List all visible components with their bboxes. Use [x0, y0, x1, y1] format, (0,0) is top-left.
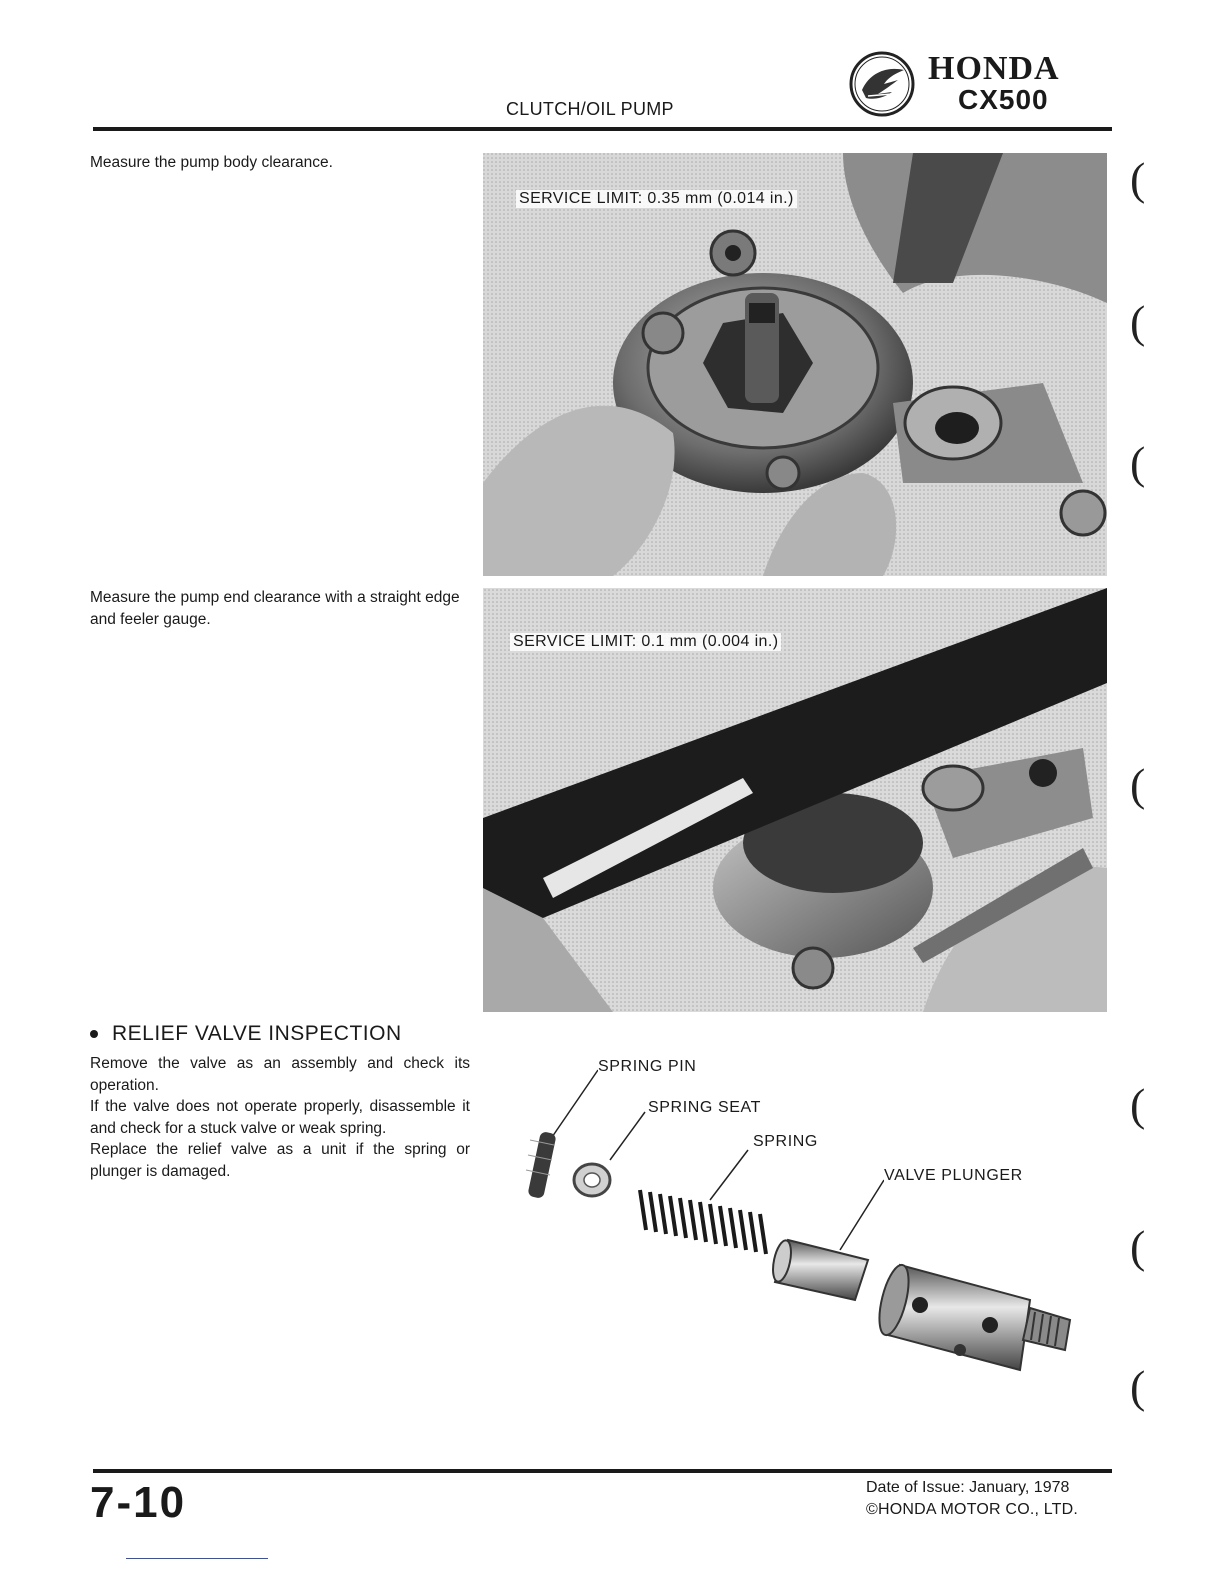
binder-mark: ( — [1130, 1079, 1146, 1130]
relief-heading-text: RELIEF VALVE INSPECTION — [112, 1022, 402, 1045]
instruction-pump-body: Measure the pump body clearance. — [90, 154, 333, 171]
relief-valve-exploded-diagram — [520, 1050, 1100, 1400]
binder-mark: ( — [1130, 1361, 1146, 1412]
header-rule — [93, 127, 1112, 131]
label-spring-seat: SPRING SEAT — [648, 1099, 761, 1116]
pump-end-clearance-photo — [483, 588, 1107, 1012]
relief-para-1: Remove the valve as an assembly and check its operation. — [90, 1055, 470, 1094]
brand-name: HONDA — [928, 50, 1060, 87]
service-limit-2: SERVICE LIMIT: 0.1 mm (0.004 in.) — [510, 633, 781, 651]
binder-mark: ( — [1130, 759, 1146, 810]
spring-seat-part — [574, 1164, 610, 1196]
date-of-issue: Date of Issue: January, 1978 — [866, 1479, 1070, 1496]
model-name: CX500 — [958, 84, 1049, 115]
label-spring: SPRING — [753, 1133, 818, 1150]
valve-plunger-part — [770, 1239, 868, 1300]
scan-underline-mark — [126, 1558, 268, 1559]
relief-valve-instructions — [90, 1053, 470, 1182]
pump-body-clearance-photo — [483, 153, 1107, 576]
binder-mark: ( — [1130, 1221, 1146, 1272]
label-spring-pin: SPRING PIN — [598, 1058, 697, 1075]
bullet-icon — [90, 1030, 98, 1038]
section-title: CLUTCH/OIL PUMP — [506, 99, 674, 119]
copyright: ©HONDA MOTOR CO., LTD. — [866, 1501, 1079, 1518]
binder-mark: ( — [1130, 296, 1146, 347]
label-valve-plunger: VALVE PLUNGER — [884, 1167, 1023, 1184]
spring-part — [640, 1190, 766, 1254]
relief-valve-heading — [90, 1022, 402, 1046]
instruction-pump-end: Measure the pump end clearance with a straight edge and feeler gauge. — [90, 589, 460, 628]
footer-rule — [93, 1469, 1112, 1473]
page-number: 7-10 — [90, 1478, 187, 1527]
binder-mark: ( — [1130, 437, 1146, 488]
honda-wing-logo-icon — [848, 50, 916, 118]
valve-body-part — [874, 1262, 1070, 1370]
spring-pin-part — [526, 1131, 557, 1199]
relief-para-3: Replace the relief valve as a unit if the spring or plunger is damaged. — [90, 1141, 470, 1180]
binder-mark: ( — [1130, 153, 1146, 204]
service-limit-1: SERVICE LIMIT: 0.35 mm (0.014 in.) — [516, 190, 797, 208]
relief-para-2: If the valve does not operate properly, disassemble it and check for a stuck valve or weak spring. — [90, 1098, 470, 1137]
